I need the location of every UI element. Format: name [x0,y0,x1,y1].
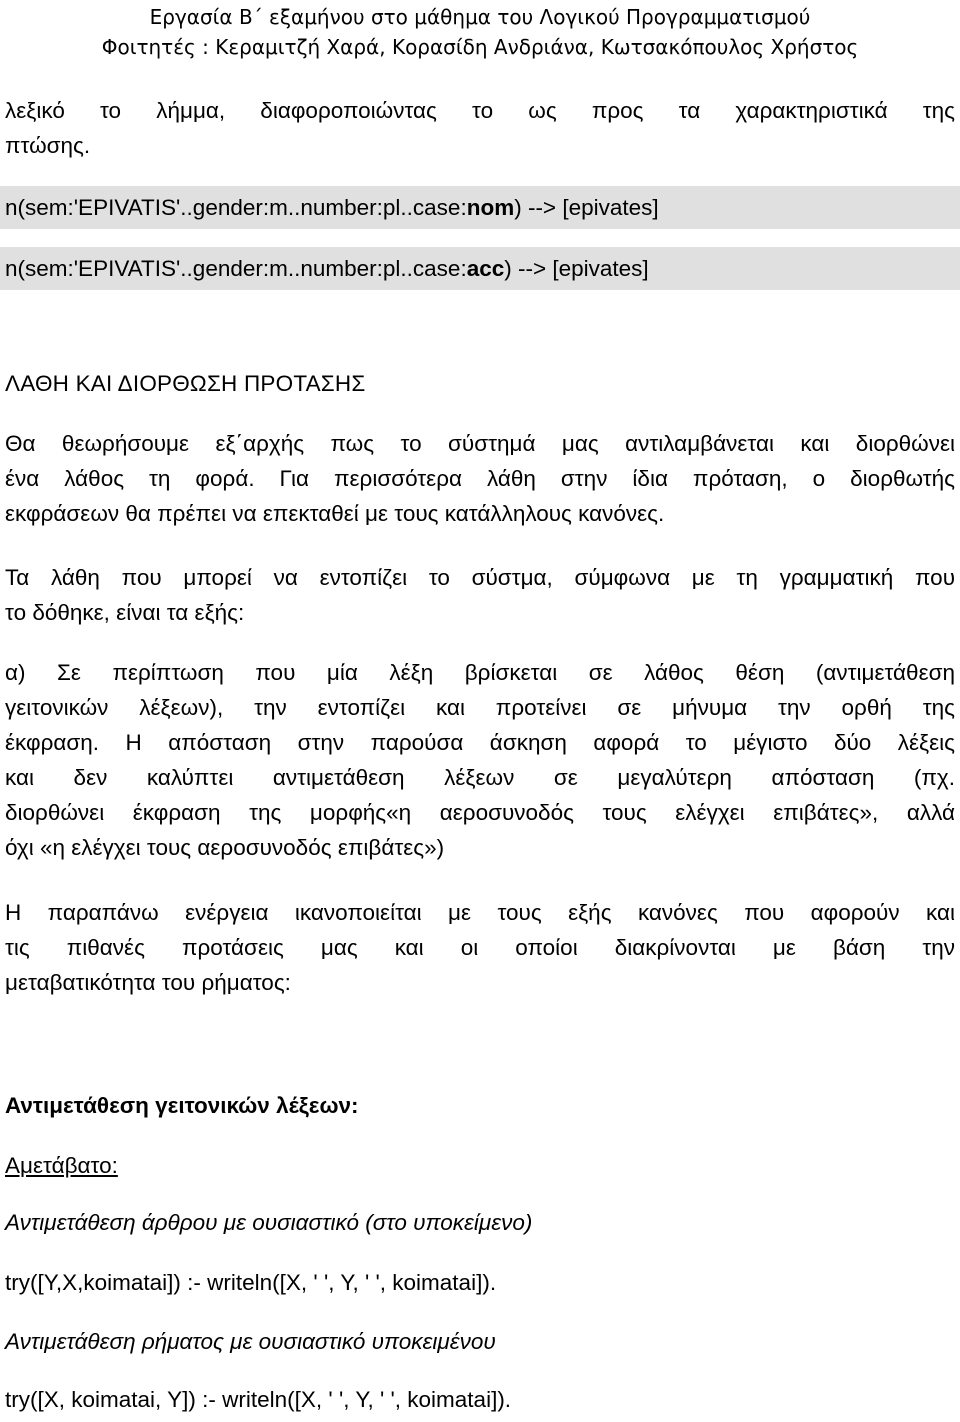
paragraph-line: και δεν καλύπτει αντιμετάθεση λέξεων σε μεγαλύτερη απόσταση (πχ. [5,765,955,790]
paragraph-line: Θα θεωρήσουμε εξ΄αρχής πως το σύστημά μας αντιλαμβάνεται και διορθώνει [5,431,955,456]
rule2-code: try([X, koimatai, Y]) :- writeln([X, ' ', Y, ' ', koimatai]). [5,1387,512,1412]
section-title: ΛΑΘΗ ΚΑΙ ΔΙΟΡΘΩΣΗ ΠΡΟΤΑΣΗΣ [5,371,366,396]
paragraph-line: όχι «η ελέγχει τους αεροσυνοδός επιβάτες») [5,835,445,860]
paragraph-single-error [5,426,955,531]
paragraph-line: ένα λάθος τη φορά. Για περισσότερα λάθη στην ίδια πρόταση, ο διορθωτής [5,466,955,491]
code-line-nom [5,186,659,229]
rule1-description: Αντιμετάθεση άρθρου με ουσιαστικό (στο υποκείμενο) [5,1210,533,1235]
paragraph-word-swap [5,655,955,865]
paragraph-line: έκφραση. Η απόσταση στην παρούσα άσκηση αφορά το μέγιστο δύο λέξεις [5,730,955,755]
paragraph-detectable-errors [5,560,955,630]
paragraph-line: τις πιθανές προτάσεις μας και οι οποίοι διακρίνονται με βάση την [5,935,955,960]
paragraph-line: εκφράσεων θα πρέπει να επεκταθεί με τους κατάλληλους κανόνες. [5,501,665,526]
header-students-line: Φοιτητές : Κεραμιτζή Χαρά, Κορασίδη Ανδριάνα, Κωτσακόπουλος Χρήστος [101,35,859,59]
intro-line: λεξικό το λήμμα, διαφοροποιώντας το ως προς τα χαρακτηριστικά της [5,98,955,123]
code-prefix: n(sem:'EPIVATIS'..gender:m..number:pl..case: [5,195,467,220]
paragraph-line: το δόθηκε, είναι τα εξής: [5,600,245,625]
intro-paragraph [5,93,955,163]
subheading-adjacent-swap: Αντιμετάθεση γειτονικών λέξεων: [5,1093,359,1118]
paragraph-line: διορθώνει έκφραση της μορφής«η αεροσυνοδός τους ελέγχει επιβάτες», αλλά [5,800,955,825]
page-header [0,0,960,62]
code-suffix: ) --> [epivates] [504,256,649,281]
rule2-description: Αντιμετάθεση ρήματος με ουσιαστικό υποκειμένου [5,1329,496,1354]
paragraph-line: Τα λάθη που μπορεί να εντοπίζει το σύστμα, σύμφωνα με τη γραμματική που [5,565,955,590]
paragraph-line: Η παραπάνω ενέργεια ικανοποιείται με τους εξής κανόνες που αφορούν και [5,900,955,925]
intro-line: πτώσης. [5,133,91,158]
header-course-line: Εργασία Β΄ εξαμήνου στο μάθημα του Λογικού Προγραμματισμού [149,5,811,29]
code-keyword: acc [466,256,505,281]
code-line-acc [5,247,649,290]
paragraph-line: γειτονικών λέξεων), την εντοπίζει και προτείνει σε μήνυμα την ορθή της [5,695,955,720]
code-keyword: nom [466,195,515,220]
rule1-code: try([Y,X,koimatai]) :- writeln([X, ' ', Y, ' ', koimatai]). [5,1270,497,1295]
paragraph-line: μεταβατικότητα του ρήματος: [5,970,291,995]
code-prefix: n(sem:'EPIVATIS'..gender:m..number:pl..case: [5,256,467,281]
paragraph-rules-intro [5,895,955,1000]
paragraph-line: α) Σε περίπτωση που μία λέξη βρίσκεται σε λάθος θέση (αντιμετάθεση [5,660,955,685]
intransitive-label: Αμετάβατο: [5,1153,118,1178]
code-suffix: ) --> [epivates] [514,195,659,220]
